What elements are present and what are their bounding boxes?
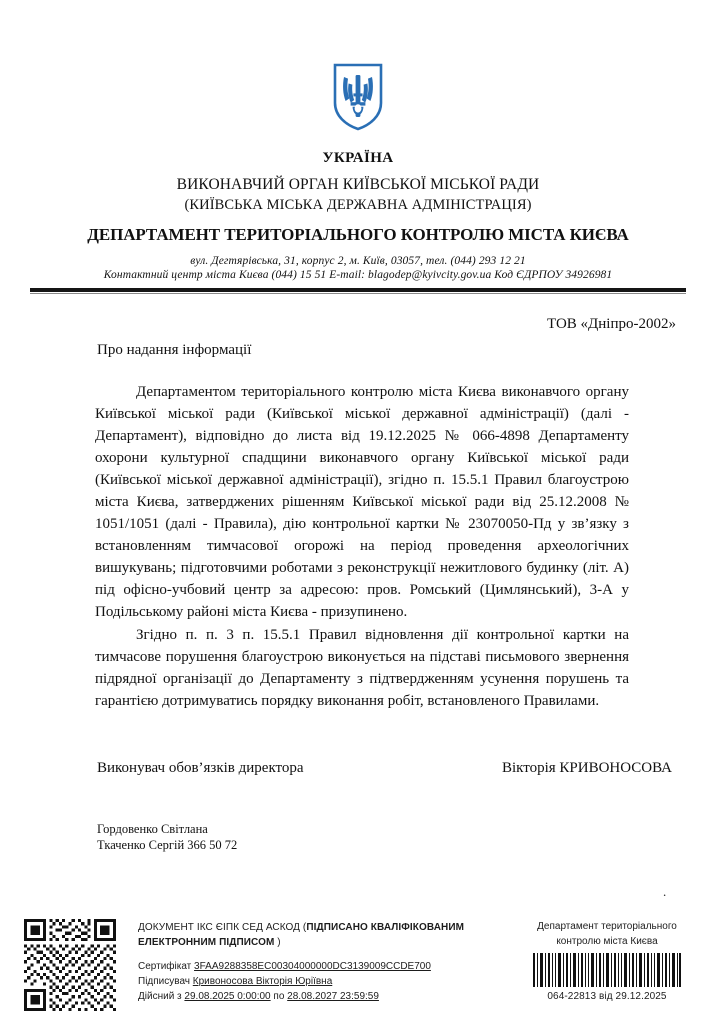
- organization-line-2: (КИЇВСЬКА МІСЬКА ДЕРЖАВНА АДМІНІСТРАЦІЯ): [184, 197, 532, 213]
- letter-body: [95, 381, 629, 712]
- letterhead: [0, 150, 716, 281]
- registration-number: 064-22813 від 29.12.2025: [547, 991, 667, 1002]
- ukraine-trident-coat-of-arms-icon: [332, 63, 384, 131]
- registration-barcode-block: [512, 920, 702, 1005]
- validity-to: 28.08.2027 23:59:59: [287, 991, 379, 1002]
- validity-from: 29.08.2025 0:00:00: [184, 991, 271, 1002]
- esign-system-line: [138, 920, 508, 935]
- electronic-signature-info: [138, 920, 508, 1004]
- qr-code: [24, 919, 116, 1011]
- executor-contacts: [97, 821, 716, 854]
- country-name: УКРАЇНА: [322, 150, 394, 166]
- certificate-label: Сертифікат: [138, 961, 195, 972]
- signatory-position: Виконувач обов’язків директора: [97, 759, 304, 776]
- esign-meta: [138, 959, 508, 1004]
- executor-line-1: Гордовенко Світлана: [97, 821, 208, 836]
- barcode-title-line-1: Департамент територіального: [537, 921, 677, 932]
- esign-close-paren: ): [274, 937, 281, 948]
- barcode-icon: [532, 953, 682, 987]
- certificate-line: [138, 959, 508, 974]
- signature-block: [97, 760, 676, 777]
- department-title: ДЕПАРТАМЕНТ ТЕРИТОРІАЛЬНОГО КОНТРОЛЮ МІСТА КИЄВА: [87, 225, 629, 244]
- address-line-1: вул. Дегтярівська, 31, корпус 2, м. Київ, 03057, тел. (044) 293 12 21: [190, 255, 526, 267]
- validity-mid: по: [270, 991, 288, 1002]
- body-paragraph-2: Згідно п. п. 3 п. 15.5.1 Правил відновлення дії контрольної картки на тимчасове порушення благоустрою виконується на підставі письмового звернення підрядної організації до Департаменту з підтвердженням усунення порушень та гарантією дотримуватись порядку виконання робіт, встановленого Правилами.: [95, 626, 629, 709]
- esign-signed-bold: ПІДПИСАНО КВАЛІФІКОВАНИМ: [306, 922, 465, 933]
- address-line-2: Контактний центр міста Києва (044) 15 51 E-mail: blagodep@kyivcity.gov.ua Код ЄДРПОУ 34926981: [103, 269, 613, 281]
- body-paragraph-1: Департаментом територіального контролю міста Києва виконавчого органу Київської міської ради (Київської міської державної адміністрації) (далі - Департамент), відповідно до листа від 19.12.2025 № 066-4898 Департаменту охорони культурної спадщини виконавчого органу Київської міської ради (Київської міської державної адміністрації), згідно п. 15.5.1 Правил благоустрою міста Києва, затверджених рішенням Київської міської ради від 25.12.2008 № 1051/1051 (далі - Правила), дію контрольної картки № 23070050-Пд у зв’язку з встановленням тимчасової огорожі на період проведення археологічних вишукувань; підготовчими роботами з реконструкції нежитлового будинку (літ. А) під офісно-учбовий центр за адресою: пров. Ромський (Цимлянський), 3-А у Подільському районі міста Києва - призупинено.: [95, 384, 629, 621]
- barcode-title-line-2: контролю міста Києва: [556, 935, 658, 947]
- signatory-name: Вікторія КРИВОНОСОВА: [501, 759, 672, 776]
- validity-line: [138, 989, 508, 1004]
- esign-system-text: ДОКУМЕНТ ІКС ЄІПК СЕД АСКОД (: [138, 922, 307, 933]
- validity-label: Дійсний з: [138, 991, 185, 1002]
- emblem-container: [0, 0, 716, 136]
- signer-label: Підписувач: [138, 976, 193, 987]
- esign-signed-bold-2: ЕЛЕКТРОННИМ ПІДПИСОМ: [138, 937, 275, 948]
- addressee: ТОВ «Дніпро-2002»: [546, 316, 676, 332]
- certificate-value: 3FAA9288358EC00304000000DC3139009CCDE700: [194, 961, 431, 972]
- organization-line-1: ВИКОНАВЧИЙ ОРГАН КИЇВСЬКОЇ МІСЬКОЇ РАДИ: [176, 176, 540, 193]
- executor-line-2: Ткаченко Сергій 366 50 72: [97, 838, 238, 853]
- esign-signed-bold-2-line: [138, 935, 508, 950]
- document-footer: [0, 908, 716, 1024]
- signer-value: Кривоносова Вікторія Юріївна: [192, 976, 333, 987]
- header-divider: [30, 288, 686, 294]
- signer-line: [138, 974, 508, 989]
- stray-mark: .: [663, 884, 667, 899]
- letter-subject: Про надання інформації: [97, 342, 252, 358]
